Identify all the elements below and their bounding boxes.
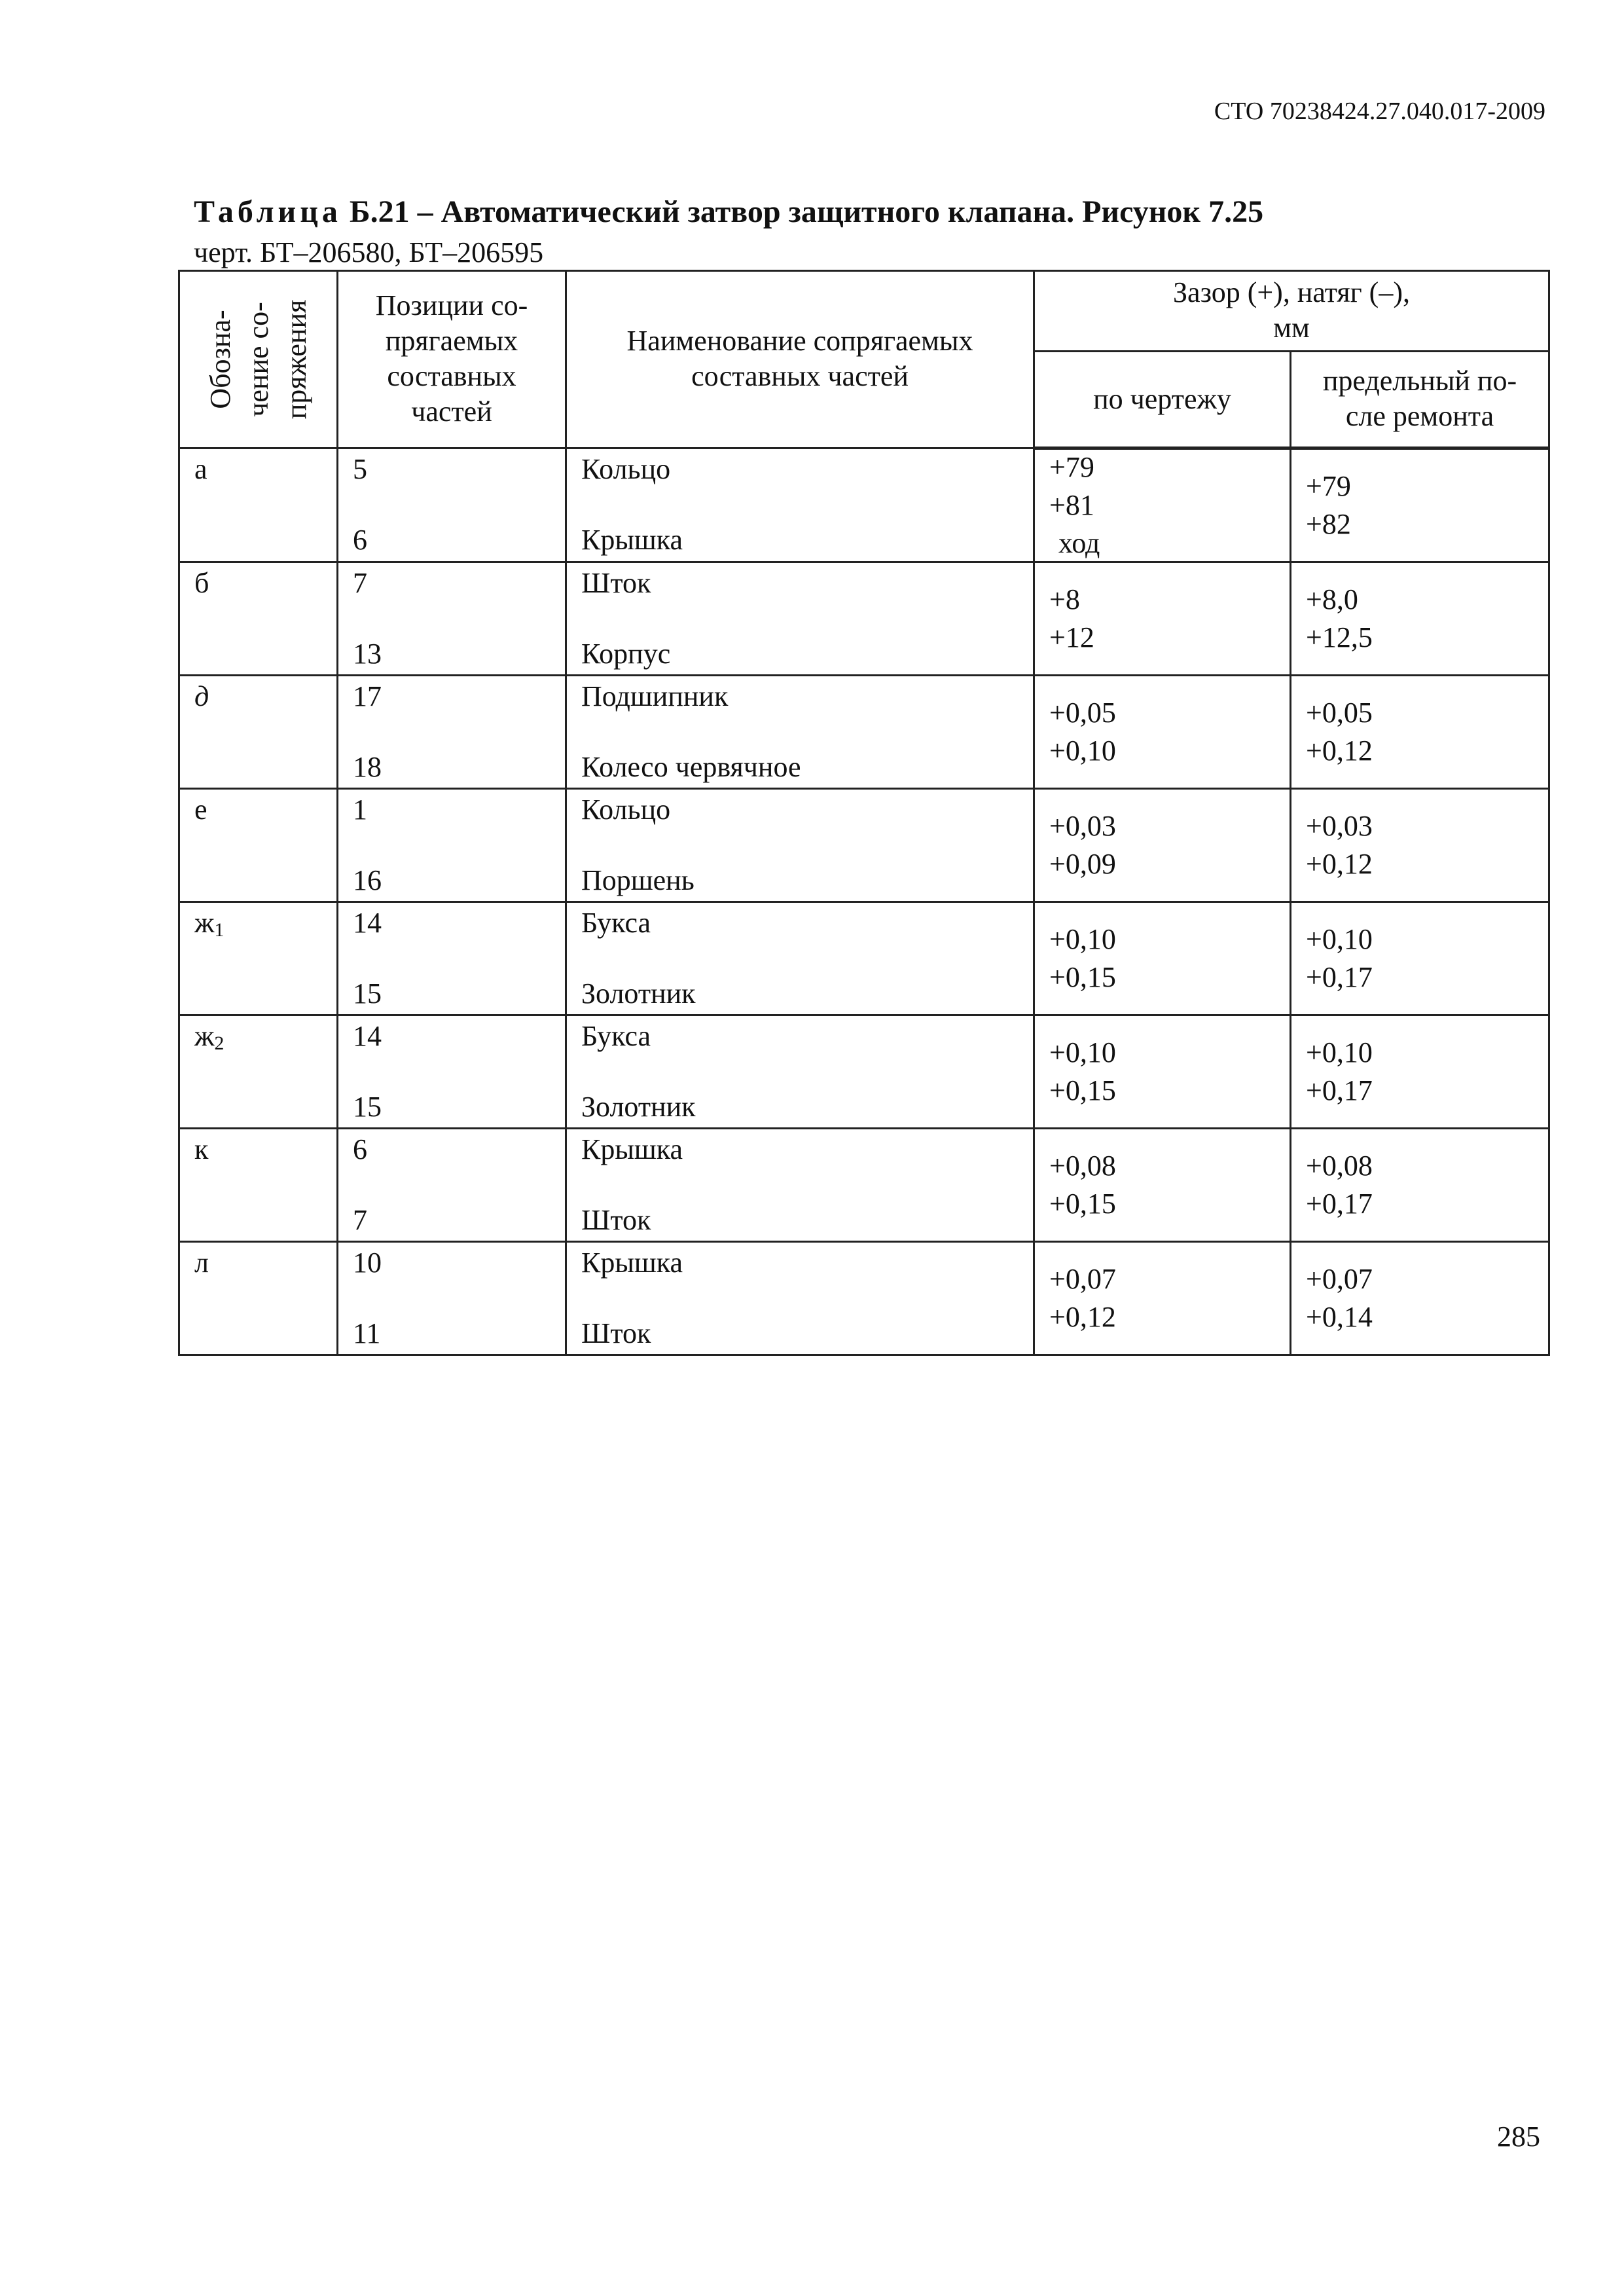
cell-part-names xyxy=(566,1015,1034,1129)
drawing-value: +79 xyxy=(1049,451,1094,483)
limit-value: +0,12 xyxy=(1306,735,1373,767)
cell-designation xyxy=(179,902,338,1015)
part-name: Шток xyxy=(581,1317,651,1349)
cell-designation xyxy=(179,1242,338,1355)
limit-value: +0,10 xyxy=(1306,1036,1373,1068)
limit-value: +0,17 xyxy=(1306,961,1373,993)
cell-limit-after-repair xyxy=(1291,448,1549,562)
drawing-value: +0,15 xyxy=(1049,1074,1116,1106)
header-by-drawing: по чертежу xyxy=(1034,352,1291,448)
header-designation-line: чение со- xyxy=(242,302,274,417)
cell-designation xyxy=(179,789,338,902)
table-row xyxy=(179,789,1549,902)
cell-designation xyxy=(179,1015,338,1129)
header-gap xyxy=(1034,271,1549,352)
position-number: 15 xyxy=(353,977,382,1010)
position-number: 7 xyxy=(353,1204,367,1236)
header-positions-line: прягаемых xyxy=(385,325,518,357)
drawing-value: +0,03 xyxy=(1049,810,1116,842)
position-number: 17 xyxy=(353,680,382,712)
cell-positions xyxy=(338,1242,566,1355)
cell-designation xyxy=(179,448,338,562)
limit-value: +0,14 xyxy=(1306,1301,1373,1333)
position-number: 16 xyxy=(353,864,382,896)
drawing-value: +12 xyxy=(1049,621,1094,653)
cell-limit-after-repair xyxy=(1291,789,1549,902)
cell-designation xyxy=(179,1129,338,1242)
drawing-value: +0,15 xyxy=(1049,1188,1116,1220)
part-name: Золотник xyxy=(581,977,696,1010)
limit-value: +0,07 xyxy=(1306,1263,1373,1295)
document-code: СТО 70238424.27.040.017-2009 xyxy=(1214,98,1545,125)
designation-mark: к xyxy=(194,1133,209,1165)
table-row xyxy=(179,448,1549,562)
designation-mark: л xyxy=(194,1247,209,1279)
table-row xyxy=(179,676,1549,789)
drawing-references: черт. БТ–206580, БТ–206595 xyxy=(194,236,544,268)
position-number: 15 xyxy=(353,1091,382,1123)
drawing-value: +0,15 xyxy=(1049,961,1116,993)
drawing-value: +0,08 xyxy=(1049,1150,1116,1182)
drawing-value: +0,12 xyxy=(1049,1301,1116,1333)
cell-limit-after-repair xyxy=(1291,902,1549,1015)
cell-by-drawing xyxy=(1034,448,1291,562)
position-number: 10 xyxy=(353,1247,382,1279)
cell-part-names xyxy=(566,676,1034,789)
caption-title: Б.21 – Автоматический затвор защитного клапана. Рисунок 7.25 xyxy=(349,194,1264,229)
drawing-value: +0,05 xyxy=(1049,697,1116,729)
drawing-value: +8 xyxy=(1049,583,1080,615)
table-row xyxy=(179,1129,1549,1242)
cell-part-names xyxy=(566,1242,1034,1355)
limit-value: +0,10 xyxy=(1306,923,1373,955)
limit-value: +0,17 xyxy=(1306,1188,1373,1220)
table-row xyxy=(179,1242,1549,1355)
cell-by-drawing xyxy=(1034,1129,1291,1242)
table-caption xyxy=(194,194,1263,230)
limit-value: +0,12 xyxy=(1306,848,1373,880)
cell-positions xyxy=(338,676,566,789)
designation-mark: а xyxy=(194,453,208,485)
cell-limit-after-repair xyxy=(1291,676,1549,789)
cell-limit-after-repair xyxy=(1291,1129,1549,1242)
header-gap-line: мм xyxy=(1273,312,1310,344)
header-names-line: Наименование сопрягаемых xyxy=(626,325,973,357)
limit-value: +8,0 xyxy=(1306,583,1358,615)
part-name: Подшипник xyxy=(581,680,729,712)
drawing-value: +0,10 xyxy=(1049,1036,1116,1068)
position-number: 14 xyxy=(353,1020,382,1052)
header-positions xyxy=(338,271,566,448)
designation-subscript: 1 xyxy=(214,919,225,941)
position-number: 6 xyxy=(353,524,367,556)
header-positions-line: Позиции со- xyxy=(375,289,528,321)
cell-designation xyxy=(179,562,338,676)
cell-by-drawing xyxy=(1034,676,1291,789)
cell-positions xyxy=(338,448,566,562)
part-name: Корпус xyxy=(581,638,671,670)
designation-subscript: 2 xyxy=(214,1032,225,1054)
position-number: 5 xyxy=(353,453,367,485)
header-limit-line: сле ремонта xyxy=(1345,400,1494,432)
part-name: Колесо червячное xyxy=(581,751,801,783)
cell-limit-after-repair xyxy=(1291,1242,1549,1355)
designation-mark: ж xyxy=(194,1020,215,1052)
cell-part-names xyxy=(566,448,1034,562)
header-limit-line: предельный по- xyxy=(1322,365,1517,397)
table-row xyxy=(179,902,1549,1015)
limit-value: +82 xyxy=(1306,508,1351,540)
limit-value: +0,17 xyxy=(1306,1074,1373,1106)
header-names-line: составных частей xyxy=(691,360,909,392)
cell-by-drawing xyxy=(1034,1242,1291,1355)
limit-value: +0,03 xyxy=(1306,810,1373,842)
cell-by-drawing xyxy=(1034,1015,1291,1129)
limit-value: +0,05 xyxy=(1306,697,1373,729)
limit-value: +79 xyxy=(1306,470,1351,502)
part-name: Букса xyxy=(581,907,651,939)
designation-mark: ж xyxy=(194,907,215,939)
mating-parts-table xyxy=(178,270,1550,1356)
cell-by-drawing xyxy=(1034,902,1291,1015)
cell-positions xyxy=(338,789,566,902)
cell-part-names xyxy=(566,902,1034,1015)
header-positions-line: частей xyxy=(411,395,492,428)
drawing-value: +0,10 xyxy=(1049,735,1116,767)
header-limit xyxy=(1291,352,1549,448)
drawing-value: +0,09 xyxy=(1049,848,1116,880)
header-names xyxy=(566,271,1034,448)
part-name: Крышка xyxy=(581,524,683,556)
part-name: Крышка xyxy=(581,1133,683,1165)
cell-limit-after-repair xyxy=(1291,562,1549,676)
header-designation xyxy=(179,271,338,448)
cell-part-names xyxy=(566,789,1034,902)
table-body xyxy=(179,448,1549,1355)
position-number: 6 xyxy=(353,1133,367,1165)
drawing-value: +81 xyxy=(1049,489,1094,521)
designation-mark: б xyxy=(194,567,209,599)
caption-label: Таблица xyxy=(194,194,342,229)
drawing-value: ход xyxy=(1058,527,1100,559)
designation-mark: д xyxy=(194,680,209,712)
part-name: Кольцо xyxy=(581,453,671,485)
page-number: 285 xyxy=(1497,2121,1540,2153)
cell-by-drawing xyxy=(1034,562,1291,676)
table-row xyxy=(179,562,1549,676)
part-name: Золотник xyxy=(581,1091,696,1123)
drawing-value: +0,07 xyxy=(1049,1263,1116,1295)
cell-positions xyxy=(338,562,566,676)
part-name: Шток xyxy=(581,1204,651,1236)
cell-limit-after-repair xyxy=(1291,1015,1549,1129)
position-number: 11 xyxy=(353,1317,381,1349)
cell-part-names xyxy=(566,562,1034,676)
cell-positions xyxy=(338,902,566,1015)
part-name: Шток xyxy=(581,567,651,599)
table-row xyxy=(179,1015,1549,1129)
cell-part-names xyxy=(566,1129,1034,1242)
header-designation-line: пряжения xyxy=(280,299,312,420)
part-name: Кольцо xyxy=(581,793,671,826)
position-number: 1 xyxy=(353,793,367,826)
position-number: 14 xyxy=(353,907,382,939)
cell-positions xyxy=(338,1015,566,1129)
header-positions-line: составных xyxy=(387,360,516,392)
header-gap-line: Зазор (+), натяг (–), xyxy=(1173,276,1410,308)
position-number: 18 xyxy=(353,751,382,783)
cell-positions xyxy=(338,1129,566,1242)
position-number: 13 xyxy=(353,638,382,670)
limit-value: +12,5 xyxy=(1306,621,1373,653)
position-number: 7 xyxy=(353,567,367,599)
header-designation-line: Обозна- xyxy=(204,310,236,409)
cell-by-drawing xyxy=(1034,789,1291,902)
part-name: Поршень xyxy=(581,864,695,896)
part-name: Крышка xyxy=(581,1247,683,1279)
part-name: Букса xyxy=(581,1020,651,1052)
designation-mark: е xyxy=(194,793,208,826)
limit-value: +0,08 xyxy=(1306,1150,1373,1182)
drawing-value: +0,10 xyxy=(1049,923,1116,955)
cell-designation xyxy=(179,676,338,789)
